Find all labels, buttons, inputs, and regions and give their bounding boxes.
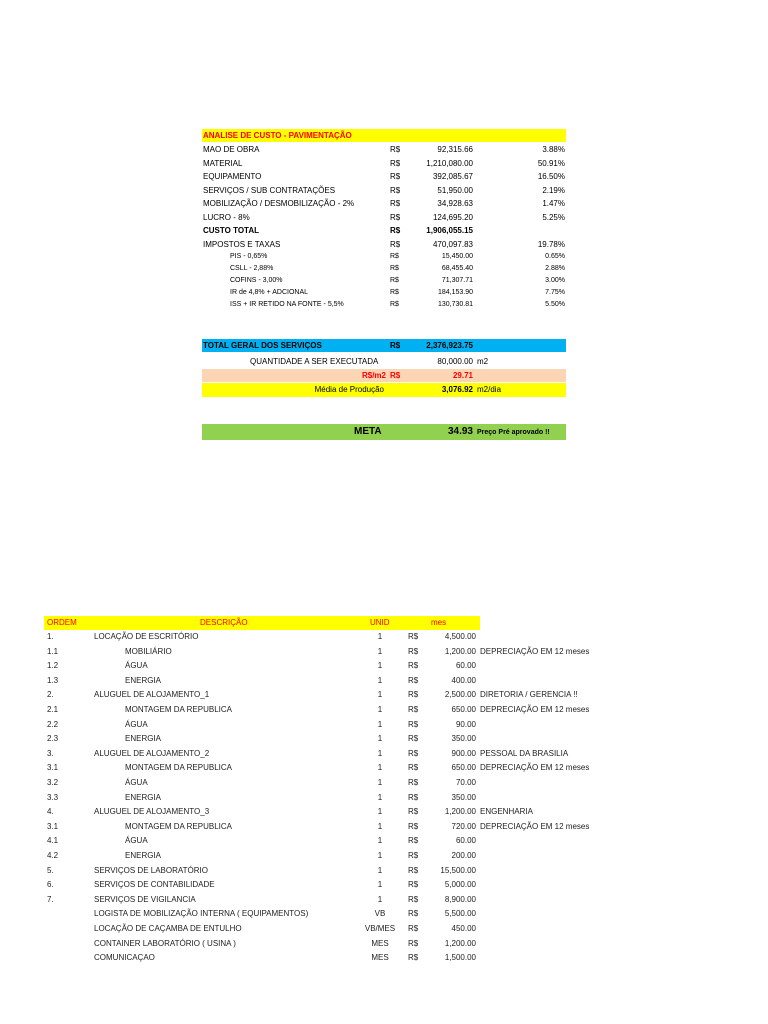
table-row — [0, 776, 768, 791]
currency-cell: R$ — [408, 763, 419, 773]
total-geral-value: 2,376,923.75 — [426, 341, 473, 350]
row-value: 1,210,080.00 — [426, 158, 473, 168]
value-cell: 1,200.00 — [444, 646, 476, 656]
header-descricao: DESCRIÇÃO — [200, 618, 248, 627]
custo-total-label: CUSTO TOTAL — [203, 226, 259, 235]
tax-label: IR de 4,8% + ADCIONAL — [230, 289, 309, 296]
value-cell: 450.00 — [451, 924, 476, 933]
descricao-cell: MONTAGEM DA REPUBLICA — [125, 705, 232, 714]
media-row — [0, 383, 768, 396]
ordem-cell: 2.3 — [47, 734, 59, 744]
value-cell: 900.00 — [451, 748, 476, 758]
row-value: 34,928.63 — [437, 199, 473, 208]
row-label: MOBILIZAÇÃO / DESMOBILIZAÇÃO - 2% — [203, 199, 355, 208]
table-row — [0, 878, 768, 893]
quantidade-row — [0, 355, 768, 368]
tax-currency: R$ — [390, 253, 399, 260]
descricao-cell: MOBILIÁRIO — [125, 646, 172, 656]
descricao-cell: ENERGIA — [125, 734, 162, 744]
descricao-cell: LOCAÇÃO DE ESCRITÓRIO — [94, 632, 199, 641]
row-label: LUCRO - 8% — [203, 212, 250, 222]
currency-cell: R$ — [408, 646, 419, 656]
ordem-cell: 3.1 — [47, 763, 59, 773]
value-cell: 350.00 — [451, 792, 476, 802]
ordem-cell: 3. — [47, 748, 54, 758]
value-cell: 5,000.00 — [444, 880, 476, 890]
unid-cell: 1 — [377, 821, 383, 831]
unid-cell: 1 — [377, 792, 383, 802]
custo-total-value: 1,906,055.15 — [426, 226, 473, 235]
value-cell: 15,500.00 — [440, 865, 476, 875]
descricao-cell: ÁGUA — [125, 836, 148, 846]
quantidade-unit: m2 — [477, 357, 489, 366]
descricao-cell: ALUGUEL DE ALOJAMENTO_3 — [94, 807, 210, 817]
value-cell: 4,500.00 — [444, 632, 476, 641]
note-cell: DEPRECIAÇÃO EM 12 meses — [480, 705, 590, 714]
tax-currency: R$ — [390, 301, 399, 308]
rs-m2-row — [0, 369, 768, 382]
tax-value: 71,307.71 — [441, 277, 473, 284]
unid-cell: VB — [374, 909, 386, 919]
row-currency: R$ — [390, 199, 401, 208]
impostos-currency: R$ — [390, 239, 401, 249]
value-cell: 400.00 — [451, 675, 476, 685]
value-cell: 650.00 — [451, 763, 476, 773]
table-row — [0, 659, 768, 674]
note-cell: DEPRECIAÇÃO EM 12 meses — [480, 821, 590, 831]
unid-cell: 1 — [377, 778, 383, 787]
table-row — [0, 805, 768, 820]
ordem-cell: 4.2 — [47, 851, 59, 860]
descricao-cell: ALUGUEL DE ALOJAMENTO_2 — [94, 748, 210, 758]
unid-cell: 1 — [377, 675, 383, 685]
descricao-cell: ÁGUA — [125, 778, 148, 787]
meta-value: 34.93 — [447, 426, 473, 437]
table-row — [0, 864, 768, 879]
tax-label: CSLL - 2,88% — [230, 265, 274, 272]
currency-cell: R$ — [408, 880, 419, 890]
table-row — [0, 703, 768, 718]
descricao-cell: SERVIÇOS DE VIGILANCIA — [94, 894, 196, 904]
value-cell: 650.00 — [451, 705, 476, 714]
media-value: 3,076.92 — [441, 385, 473, 394]
table-row — [0, 645, 768, 660]
meta-note: Preço Pré aprovado !! — [477, 429, 550, 436]
row-value: 92,315.66 — [437, 145, 473, 154]
unid-cell: 1 — [377, 690, 383, 700]
custo-total-row — [0, 224, 768, 237]
unid-cell: 1 — [377, 734, 383, 744]
summary-row — [0, 170, 768, 183]
unid-cell: 1 — [377, 865, 383, 875]
summary-row — [0, 143, 768, 156]
ordem-cell: 1.3 — [47, 675, 59, 685]
unid-cell: MES — [371, 953, 389, 963]
currency-cell: R$ — [408, 953, 419, 963]
cost-table-header-band — [44, 616, 480, 630]
descricao-cell: ÁGUA — [125, 661, 148, 671]
currency-cell: R$ — [408, 865, 419, 875]
table-row — [0, 893, 768, 908]
table-row — [0, 937, 768, 952]
custo-total-currency: R$ — [390, 226, 401, 235]
table-row — [0, 791, 768, 806]
currency-cell: R$ — [408, 661, 419, 671]
rs-m2-currency: R$ — [390, 371, 401, 380]
impostos-label: IMPOSTOS E TAXAS — [203, 239, 281, 249]
table-row — [0, 732, 768, 747]
descricao-cell: MONTAGEM DA REPUBLICA — [125, 821, 232, 831]
currency-cell: R$ — [408, 734, 419, 744]
table-row — [0, 820, 768, 835]
row-percent: 50.91% — [537, 158, 565, 168]
tax-value: 184,153.90 — [437, 289, 473, 296]
table-row — [0, 630, 768, 645]
table-row — [0, 718, 768, 733]
tax-percent: 5.50% — [545, 301, 565, 308]
tax-label: ISS + IR RETIDO NA FONTE - 5,5% — [230, 301, 344, 308]
currency-cell: R$ — [408, 632, 419, 641]
currency-cell: R$ — [408, 836, 419, 846]
row-value: 51,950.00 — [437, 185, 473, 195]
value-cell: 350.00 — [451, 734, 476, 744]
unid-cell: 1 — [377, 705, 383, 714]
row-currency: R$ — [390, 145, 401, 154]
currency-cell: R$ — [408, 924, 419, 933]
currency-cell: R$ — [408, 748, 419, 758]
descricao-cell: LOCAÇÃO DE CAÇAMBA DE ENTULHO — [94, 924, 242, 933]
ordem-cell: 4. — [47, 807, 54, 817]
header-mes: mes — [431, 618, 447, 627]
note-cell: PESSOAL DA BRASILIA — [480, 748, 569, 758]
quantidade-label: QUANTIDADE A SER EXECUTADA — [250, 357, 379, 366]
tax-currency: R$ — [390, 277, 399, 284]
descricao-cell: ÁGUA — [125, 719, 148, 729]
row-label: MATERIAL — [203, 158, 243, 168]
table-row — [0, 922, 768, 937]
value-cell: 8,900.00 — [444, 894, 476, 904]
rs-m2-label: R$/m2 — [361, 371, 386, 380]
table-row — [0, 674, 768, 689]
ordem-cell: 6. — [47, 880, 54, 890]
note-cell: ENGENHARIA — [480, 807, 533, 817]
descricao-cell: CONTAINER LABORATÓRIO ( USINA ) — [94, 938, 236, 948]
row-value: 124,695.20 — [432, 212, 473, 222]
row-value: 392,085.67 — [432, 172, 473, 181]
unid-cell: 1 — [377, 748, 383, 758]
unid-cell: 1 — [377, 719, 383, 729]
value-cell: 1,200.00 — [444, 807, 476, 817]
tax-value: 68,455.40 — [441, 265, 473, 272]
unid-cell: 1 — [377, 632, 383, 641]
descricao-cell: ENERGIA — [125, 675, 162, 685]
value-cell: 1,500.00 — [444, 953, 476, 963]
note-cell: DIRETORIA / GERENCIA !! — [480, 690, 578, 700]
currency-cell: R$ — [408, 719, 419, 729]
unid-cell: MES — [371, 938, 389, 948]
value-cell: 60.00 — [455, 836, 476, 846]
row-currency: R$ — [390, 185, 401, 195]
summary-title: ANALISE DE CUSTO - PAVIMENTAÇÃO — [203, 131, 352, 140]
row-currency: R$ — [390, 172, 401, 181]
currency-cell: R$ — [408, 807, 419, 817]
tax-value: 130,730.81 — [437, 301, 473, 308]
unid-cell: 1 — [377, 851, 383, 860]
unid-cell: 1 — [377, 807, 383, 817]
row-currency: R$ — [390, 212, 401, 222]
descricao-cell: COMUNICAÇAO — [94, 953, 155, 963]
row-currency: R$ — [390, 158, 401, 168]
ordem-cell: 2. — [47, 690, 54, 700]
rs-m2-value: 29.71 — [452, 371, 473, 380]
unid-cell: 1 — [377, 763, 383, 773]
row-label: MAO DE OBRA — [203, 145, 260, 154]
tax-sub-row — [0, 299, 768, 312]
currency-cell: R$ — [408, 690, 419, 700]
ordem-cell: 4.1 — [47, 836, 59, 846]
total-geral-row — [0, 339, 768, 352]
ordem-cell: 7. — [47, 894, 54, 904]
note-cell: DEPRECIAÇÃO EM 12 meses — [480, 763, 590, 773]
impostos-value: 470,097.83 — [432, 239, 473, 249]
descricao-cell: LOGISTA DE MOBILIZAÇÃO INTERNA ( EQUIPAMENTOS) — [94, 909, 309, 919]
table-row — [0, 849, 768, 864]
unid-cell: 1 — [377, 880, 383, 890]
currency-cell: R$ — [408, 909, 419, 919]
tax-percent: 3.00% — [545, 277, 565, 284]
impostos-percent: 19.78% — [537, 239, 565, 249]
row-label: SERVIÇOS / SUB CONTRATAÇÕES — [203, 185, 336, 195]
table-row — [0, 834, 768, 849]
meta-label: META — [354, 426, 382, 437]
tax-percent: 2.88% — [545, 265, 565, 272]
row-percent: 1.47% — [542, 199, 565, 208]
currency-cell: R$ — [408, 821, 419, 831]
summary-row — [0, 184, 768, 197]
unid-cell: 1 — [377, 646, 383, 656]
descricao-cell: ALUGUEL DE ALOJAMENTO_1 — [94, 690, 210, 700]
tax-percent: 7.75% — [545, 289, 565, 296]
table-row — [0, 747, 768, 762]
currency-cell: R$ — [408, 675, 419, 685]
row-percent: 3.88% — [542, 145, 565, 154]
ordem-cell: 1. — [47, 632, 54, 641]
ordem-cell: 1.2 — [47, 661, 59, 671]
quantidade-value: 80,000.00 — [437, 357, 473, 366]
ordem-cell: 5. — [47, 865, 54, 875]
descricao-cell: MONTAGEM DA REPUBLICA — [125, 763, 232, 773]
currency-cell: R$ — [408, 851, 419, 860]
ordem-cell: 3.2 — [47, 778, 59, 787]
value-cell: 70.00 — [455, 778, 476, 787]
tax-percent: 0.65% — [545, 253, 565, 260]
descricao-cell: SERVIÇOS DE CONTABILIDADE — [94, 880, 215, 890]
row-percent: 16.50% — [537, 172, 565, 181]
ordem-cell: 2.2 — [47, 719, 59, 729]
currency-cell: R$ — [408, 705, 419, 714]
descricao-cell: ENERGIA — [125, 851, 162, 860]
tax-currency: R$ — [390, 265, 399, 272]
tax-label: COFINS - 3,00% — [230, 277, 283, 284]
unid-cell: 1 — [377, 836, 383, 846]
value-cell: 2,500.00 — [444, 690, 476, 700]
value-cell: 1,200.00 — [444, 938, 476, 948]
table-row — [0, 907, 768, 922]
value-cell: 200.00 — [451, 851, 476, 860]
value-cell: 60.00 — [455, 661, 476, 671]
value-cell: 90.00 — [455, 719, 476, 729]
media-label: Média de Produção — [314, 385, 384, 394]
currency-cell: R$ — [408, 938, 419, 948]
header-unid: UNID — [370, 618, 390, 627]
value-cell: 720.00 — [451, 821, 476, 831]
row-percent: 2.19% — [542, 185, 565, 195]
table-row — [0, 951, 768, 966]
impostos-row — [0, 238, 768, 251]
ordem-cell: 2.1 — [47, 705, 59, 714]
summary-row — [0, 211, 768, 224]
unid-cell: 1 — [377, 661, 383, 671]
currency-cell: R$ — [408, 894, 419, 904]
currency-cell: R$ — [408, 778, 419, 787]
ordem-cell: 3.1 — [47, 821, 59, 831]
row-label: EQUIPAMENTO — [203, 172, 262, 181]
total-geral-currency: R$ — [390, 341, 401, 350]
media-unit: m2/dia — [477, 385, 502, 394]
tax-label: PIS - 0,65% — [230, 253, 268, 260]
total-geral-label: TOTAL GERAL DOS SERVIÇOS — [203, 341, 322, 350]
cost-analysis-summary — [0, 0, 768, 460]
descricao-cell: SERVIÇOS DE LABORATÓRIO — [94, 865, 208, 875]
unid-cell: 1 — [377, 894, 383, 904]
tax-value: 15,450.00 — [441, 253, 473, 260]
table-row — [0, 688, 768, 703]
row-percent: 5.25% — [542, 212, 565, 222]
tax-currency: R$ — [390, 289, 399, 296]
table-row — [0, 761, 768, 776]
ordem-cell: 3.3 — [47, 792, 59, 802]
descricao-cell: ENERGIA — [125, 792, 162, 802]
header-ordem: ORDEM — [47, 618, 77, 627]
unid-cell: VB/MES — [364, 924, 396, 933]
note-cell: DEPRECIAÇÃO EM 12 meses — [480, 646, 590, 656]
value-cell: 5,500.00 — [444, 909, 476, 919]
summary-row — [0, 157, 768, 170]
currency-cell: R$ — [408, 792, 419, 802]
summary-row — [0, 197, 768, 210]
ordem-cell: 1.1 — [47, 646, 59, 656]
